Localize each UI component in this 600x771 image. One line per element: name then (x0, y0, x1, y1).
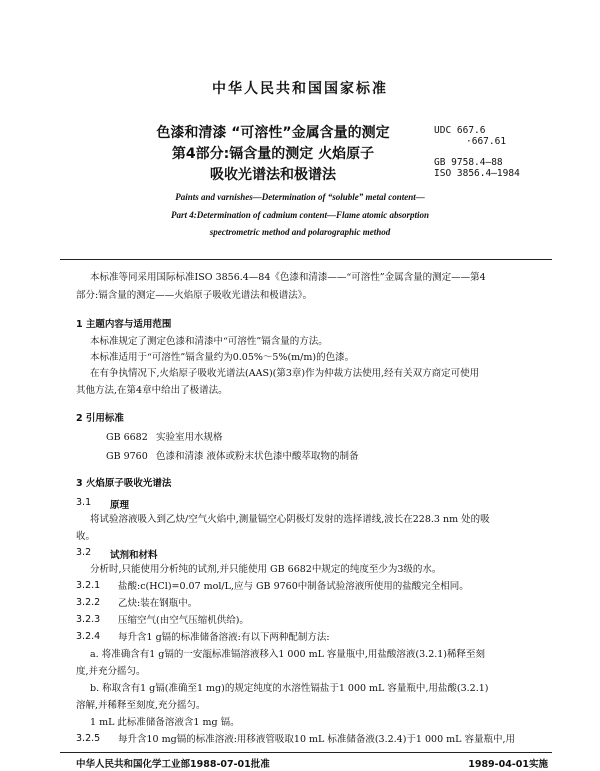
clause-3-1-line-2: 收。 (76, 531, 96, 542)
clause-3-2-2-number: 3.2.2 (76, 597, 101, 608)
ref-code-1: GB 6682 (106, 432, 148, 443)
header-divider (60, 259, 552, 260)
national-standard-heading: 中华人民共和国国家标准 (212, 81, 388, 97)
iso-code: ISO 3856.4—1984 (434, 168, 520, 179)
stock-solution-note: 1 mL 此标准储备溶液含1 mg 镉。 (90, 717, 240, 728)
sub-b-line-1: b. 称取含有1 g镉(准确至1 mg)的规定纯度的水溶性镉盐于1 000 mL 容量瓶中,用盐酸(3.2.1) (90, 683, 489, 694)
udc-code-sub: ·667.61 (466, 136, 507, 147)
section-3-heading: 3 火焰原子吸收光谱法 (76, 478, 172, 489)
gb-code: GB 9758.4—88 (434, 157, 503, 168)
clause-3-2-5-number: 3.2.5 (76, 733, 101, 744)
clause-3-1-number: 3.1 (76, 497, 92, 508)
clause-3-1-title: 原理 (110, 500, 130, 511)
english-title-line-1: Paints and varnishes—Determination of “soluble” metal content— (175, 192, 425, 202)
sub-a-line-2: 度,并充分摇匀。 (76, 666, 146, 677)
footer-issuer: 中华人民共和国化学工业部1988-07-01批准 (76, 759, 270, 770)
sub-a-line-1: a. 将准确含有1 g镉的一安瓿标准镉溶液移入1 000 mL 容量瓶中,用盐酸溶液(3.2.1)稀释至刻 (90, 649, 486, 660)
footer-implement-date: 1989-04-01实施 (468, 759, 548, 770)
english-title-line-2: Part 4:Determination of cadmium content—Flame atomic absorption (170, 210, 429, 220)
clause-3-2-3-number: 3.2.3 (76, 614, 101, 625)
clause-3-2-line: 分析时,只能使用分析纯的试剂,并只能使用 GB 6682中规定的纯度至少为3级的水。 (90, 564, 442, 575)
clause-3-2-title: 试剂和材料 (110, 550, 158, 561)
footer-divider (60, 752, 552, 753)
section-1-line-2: 本标准适用于“可溶性”镉含量约为0.05%～5%(m/m)的色漆。 (90, 352, 355, 363)
udc-code: UDC 667.6 (434, 125, 486, 136)
intro-line-2: 部分:镉含量的测定——火焰原子吸收光谱法和极谱法》。 (76, 290, 312, 301)
clause-3-2-1-text: 盐酸:c(HCl)=0.07 mol/L,应与 GB 9760中制备试验溶液所使用的盐酸完全相同。 (118, 581, 469, 592)
clause-3-2-5-text: 每升含10 mg镉的标准溶液:用移液管吸取10 mL 标准储备液(3.2.4)于1 000 mL 容量瓶中,用 (118, 734, 516, 745)
title-line-2: 第4部分:镉含量的测定 火焰原子 (171, 146, 375, 162)
section-2-heading: 2 引用标准 (76, 413, 124, 424)
section-1-heading: 1 主题内容与适用范围 (76, 319, 172, 330)
sub-b-line-2: 溶解,并稀释至刻度,充分摇匀。 (76, 700, 206, 711)
intro-line-1: 本标准等同采用国际标准ISO 3856.4—84《色漆和清漆——“可溶性”金属含量的测定——第4 (90, 272, 486, 283)
clause-3-2-4-number: 3.2.4 (76, 631, 101, 642)
english-title-line-3: spectrometric method and polarographic method (209, 227, 391, 237)
section-1-line-3: 在有争执情况下,火焰原子吸收光谱法(AAS)(第3章)作为仲裁方法使用,经有关双方商定可使用 (90, 368, 480, 379)
clause-3-1-line-1: 将试验溶液吸入到乙炔/空气火焰中,测量镉空心阴极灯发射的选择谱线,波长在228.3 nm 处的吸 (90, 514, 490, 525)
clause-3-2-number: 3.2 (76, 547, 92, 558)
clause-3-2-1-number: 3.2.1 (76, 580, 101, 591)
section-1-line-1: 本标准规定了测定色漆和清漆中“可溶性”镉含量的方法。 (90, 336, 328, 347)
clause-3-2-3-text: 压缩空气(由空气压缩机供给)。 (118, 615, 249, 626)
ref-text-2: 色漆和清漆 液体或粉末状色漆中酸萃取物的制备 (156, 451, 359, 462)
section-1-line-4: 其他方法,在第4章中给出了极谱法。 (76, 385, 228, 396)
ref-code-2: GB 9760 (106, 451, 148, 462)
title-line-1: 色漆和清漆 “可溶性”金属含量的测定 (156, 125, 390, 141)
clause-3-2-4-text: 每升含1 g镉的标准储备溶液:有以下两种配制方法: (118, 632, 330, 643)
title-line-3: 吸收光谱法和极谱法 (210, 167, 336, 183)
clause-3-2-2-text: 乙炔:装在钢瓶中。 (118, 598, 198, 609)
ref-text-1: 实验室用水规格 (156, 432, 223, 443)
